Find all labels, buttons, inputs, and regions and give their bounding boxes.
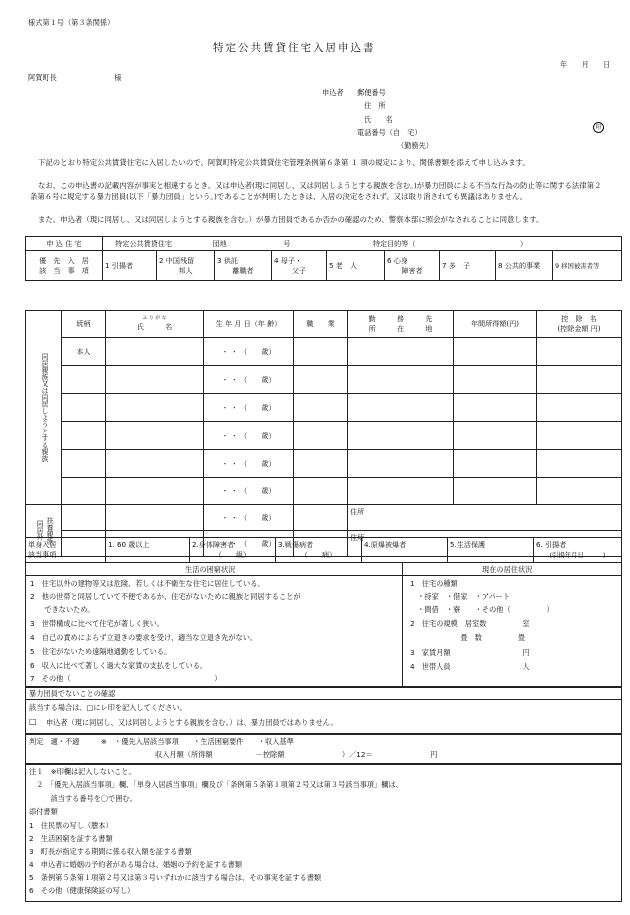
table-row: ・ ・ （ 歳）	[26, 394, 622, 422]
attachment-item: 3 町長が指定する期間に係る収入額を証する書類	[29, 847, 192, 856]
boryoku-checkbox[interactable]: □	[29, 717, 37, 726]
list-item[interactable]: 4 自己の責めによらず立退きの要求を受け、適当な立退き先がない。	[30, 633, 258, 642]
judgement-line-2: 収入月額（所得額 －控除額 ）／12＝ 円	[155, 750, 438, 759]
single-item-3[interactable]: 3.戦傷病者 （ 病）	[276, 538, 362, 563]
judgement-line-1: 判定 適・不適 ※ ・優先入居該当事項 ・生活困窮要件 ・収入基準	[29, 737, 294, 746]
table-row: 本人 ・ ・ （ 歳）	[26, 338, 622, 366]
address-label: 住 所	[364, 101, 386, 110]
out-label-2: 扶養親族	[45, 516, 53, 545]
col-work-a: 勤 務 先	[368, 314, 433, 323]
danchi-label: 団地	[212, 238, 227, 248]
list-item[interactable]: 7 その他（ ）	[30, 674, 222, 683]
form-title: 特定公共賃貸住宅入居申込書	[213, 42, 376, 54]
boryoku-heading: 暴力団員でないことの確認	[29, 689, 116, 698]
attachment-item: 2 生活困窮を証する書類	[29, 834, 113, 843]
single-item-6[interactable]: 6. 引揚者 (引揚年月日 )	[534, 538, 622, 563]
single-item-5[interactable]: 5.生活保護	[448, 538, 534, 563]
list-item[interactable]: 1 住宅以外の建物等又は危険、若しくは不衛生な住宅に居住している。	[30, 579, 265, 588]
list-item[interactable]: ・間借 ・寮 ・その他（ ）	[410, 605, 554, 614]
single-label-2: 該当事項	[28, 550, 57, 559]
table-row: ・ ・ （ 歳）	[26, 422, 622, 450]
col-deduct-a: 控 除 名	[561, 314, 597, 323]
col-ruby: ふ り が な	[142, 316, 167, 321]
housing-type: 特定公共賃貸住宅	[115, 238, 173, 248]
list-item[interactable]: 畳 数 畳	[410, 633, 526, 642]
table-row: ・ ・ （ 歳）	[26, 478, 622, 505]
single-item-2[interactable]: 2.身体障害者 （ 級）	[190, 538, 276, 563]
attachment-item: 4 申込者に婚姻の予約者がある場合は、婚姻の予約を証する書類	[29, 860, 243, 869]
seal-mark: 印	[593, 122, 604, 133]
boryoku-statement: 申込者（現に同居し、又は同居しようとする親族を含む。）は、暴力団員ではありません。	[46, 718, 338, 727]
postal-label: 郵便番号	[357, 88, 386, 97]
household-side-label: 同居親族又は同居しようとする親族	[40, 353, 48, 462]
col-work-b: 所 在 地	[368, 324, 433, 333]
priority-item-5[interactable]: 5 老 人	[327, 251, 385, 281]
intro-paragraph-3: また、申込者（現に同居し、又は同居しようとする親族を含む。）が暴力団員であるか否かの確認のため、警察本部に照会がなされることに同意します。	[38, 215, 544, 224]
applicant-label: 申込者	[322, 88, 344, 97]
list-item[interactable]: 2 住宅の規模 居室数 室	[410, 619, 530, 628]
priority-label-2: 該 当 事 項	[39, 265, 89, 275]
col-name: 氏 名	[136, 322, 173, 331]
col-relation: 続柄	[62, 311, 106, 338]
purpose-close: ）	[519, 238, 528, 248]
form-number: 様式第１号（第３条関係）	[28, 18, 115, 27]
note-1: 注１ ※印欄は記入しないこと。	[29, 767, 136, 776]
attachment-item: 5 条例第５条第１項第２号又は第３号いずれかに該当する場合は、その事実を証する書類	[29, 873, 322, 882]
residence-heading: 現在の居住状況	[482, 565, 533, 574]
household-table	[25, 310, 622, 557]
list-item[interactable]: 3 世帯構成に比べて住宅が著しく狭い。	[30, 619, 164, 628]
priority-item-7[interactable]: 7 多 子	[440, 251, 496, 281]
go-label: 号	[283, 238, 291, 248]
list-item: できないため。	[30, 605, 95, 614]
priority-item-9[interactable]: 9 移国被害者等	[553, 251, 622, 281]
priority-item-1[interactable]: 1 引揚者	[103, 251, 157, 281]
col-birth: 生 年 月 日（年 齢）	[204, 311, 294, 338]
intro-paragraph-1: 下記のとおり特定公共賃貸住宅に入居したいので、阿賀町特定公共賃貸住宅管理条例第６条第 １ 項の規定により、関係書類を添えて申し込みます。	[38, 158, 530, 167]
boryoku-instruction: 該当する場合は、□にレ印を記入してください。	[29, 703, 187, 712]
list-item[interactable]: 6 収入に比べて著しく過大な家賃の支払をしている。	[30, 661, 208, 670]
list-item[interactable]: 3 家賃月額 円	[410, 648, 530, 657]
priority-label-1: 優 先 入 居	[39, 255, 89, 265]
hardship-heading: 生活の困窮状況	[185, 565, 236, 574]
single-table	[25, 537, 622, 563]
out-address-1[interactable]: 住所	[348, 505, 622, 531]
list-item: 1 住宅の種類	[410, 579, 458, 588]
table-row: ・ ・ （ 歳）	[26, 450, 622, 478]
attachments-heading: 添付書類	[29, 807, 58, 816]
list-item[interactable]: ・持家 ・借家 ・アパート	[410, 592, 511, 601]
note-2: ２ 「優先入居該当事項」欄、「単身入居該当事項」欄及び「条例第５条第１項第２号又は第３号該当事項」欄は、	[29, 780, 403, 789]
single-label-1: 単身入居	[28, 540, 57, 549]
name-label: 氏 名	[364, 115, 393, 124]
out-address-2[interactable]: 住所	[348, 531, 622, 557]
table-row: ・ ・ （ 歳） 住所	[26, 531, 622, 557]
note-2-cont: 該当する番号を〇で囲む。	[29, 794, 137, 803]
priority-item-6[interactable]: 6 心身 障害者	[385, 251, 440, 281]
priority-item-8[interactable]: 8 公共的事業	[496, 251, 553, 281]
list-item[interactable]: 5 住宅がないため遠隔地通勤をしている。	[30, 647, 172, 656]
purpose-label: 特定目的等（	[372, 238, 416, 248]
apply-housing-label: 申 込 住 宅	[26, 237, 103, 251]
table-row: ・ ・ （ 歳）	[26, 366, 622, 394]
out-label: 同居外	[35, 520, 43, 541]
col-income: 年間所得額(円)	[454, 311, 537, 338]
recipient: 阿賀町長 様	[28, 73, 122, 82]
intro-paragraph-2: なお、この申込書の記載内容が事実と相違するとき、又は申込者(現に同居し、又は同居しようとする親族を含む。)が暴力団員による不当な行為の防止等に関する法律第２条第６号に規定する暴力団員(以下「暴力団員」という。)であることが判明したときは、入居の決定をされず、又は取り消されても異議はありません。	[30, 181, 602, 202]
single-item-4[interactable]: 4.原爆被爆者	[362, 538, 448, 563]
single-item-1[interactable]: 1. 60 歳以上	[106, 538, 190, 563]
list-item[interactable]: 4 世帯人員 人	[410, 662, 530, 671]
priority-item-2[interactable]: 2 中国残留 邦人	[157, 251, 215, 281]
list-item[interactable]: 2 他の世帯と同居していて不便であるか、住宅がないために親族と同居することが	[30, 592, 301, 601]
phone-label: 電話番号（自 宅）	[357, 128, 422, 137]
col-job: 職 業	[294, 311, 348, 338]
col-deduct-b: (控除金額 円)	[557, 324, 601, 333]
work-phone-label: （勤務先）	[397, 141, 433, 150]
application-date: 年 月 日	[560, 60, 611, 69]
self-relation: 本人	[62, 338, 106, 366]
attachment-item: 6 その他（健康保険証の写し）	[29, 886, 135, 895]
attachment-item: 1 住民票の写し（謄本）	[29, 821, 113, 830]
priority-item-4[interactable]: 4 母子・ 父子	[272, 251, 327, 281]
table-row: 同居外 扶養親族 ・ ・ （ 歳） 住所	[26, 505, 622, 531]
application-table	[25, 236, 622, 281]
priority-item-3[interactable]: 3 供託 離職者	[215, 251, 272, 281]
